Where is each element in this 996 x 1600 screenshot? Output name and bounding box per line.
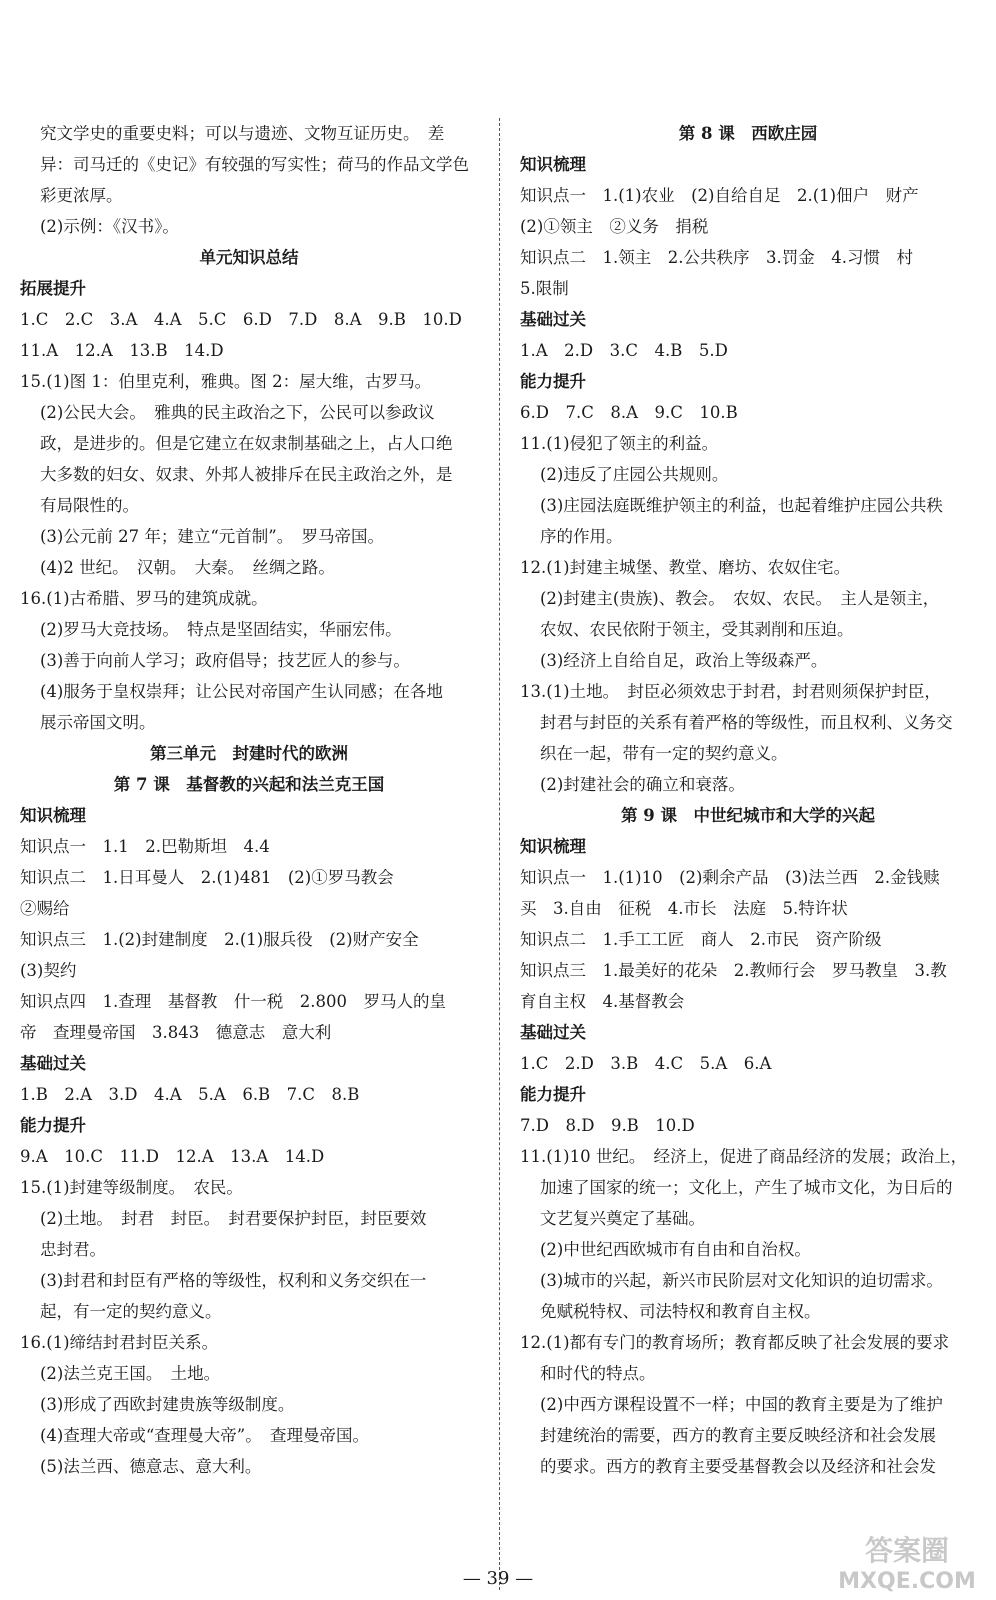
answer-line: (3)善于向前人学习；政府倡导；技艺匠人的参与。 [40,651,410,670]
answer-line: (4)查理大帝或“查理曼大帝”。 查理曼帝国。 [40,1426,369,1445]
answer-line: (3)城市的兴起，新兴市民阶层对文化知识的迫切需求。 [540,1271,943,1290]
answer-line: 1.C 2.D 3.B 4.C 5.A 6.A [520,1054,772,1073]
answer-line: 封建统治的需要，西方的教育主要反映经济和社会发展 [540,1426,936,1445]
answer-line: 知识点一 1.(1)农业 (2)自给自足 2.(1)佃户 财产 [520,186,919,205]
answer-line: (2)违反了庄园公共规则。 [540,465,729,484]
column-divider [499,118,500,1590]
section-heading: 知识梳理 [520,155,586,174]
answer-line: (3)形成了西欧封建贵族等级制度。 [40,1395,295,1414]
answer-line: 9.A 10.C 11.D 12.A 13.A 14.D [20,1147,325,1166]
answer-line: 异：司马迁的《史记》有较强的写实性；荷马的作品文学色 [40,155,469,174]
answer-line: (2)封建主(贵族)、教会。 农奴、农民。 主人是领主， [540,589,940,608]
answer-line: (2)中西方课程设置不一样；中国的教育主要是为了维护 [540,1395,943,1414]
left-column [20,118,478,1482]
section-heading: 知识梳理 [20,806,86,825]
answer-line: 15.(1)封建等级制度。 农民。 [20,1178,243,1197]
answer-line: 知识点一 1.(1)10 (2)剩余产品 (3)法兰西 2.金钱赎 [520,868,940,887]
answer-line: (4)服务于皇权崇拜；让公民对帝国产生认同感；在各地 [40,682,443,701]
answer-line: 7.D 8.D 9.B 10.D [520,1116,695,1135]
answer-line: 11.(1)侵犯了领主的利益。 [520,434,719,453]
answer-line: (3)公元前 27 年；建立“元首制”。 罗马帝国。 [40,527,384,546]
answer-line: 11.A 12.A 13.B 14.D [20,341,224,360]
section-heading: 基础过关 [520,310,586,329]
answer-line: 起，有一定的契约意义。 [40,1302,222,1321]
answer-line: 织在一起，带有一定的契约意义。 [540,744,788,763]
answer-line: 有局限性的。 [40,496,139,515]
answer-line: 知识点四 1.查理 基督教 什一税 2.800 罗马人的皇 [20,992,446,1011]
watermark-logo [832,1530,982,1596]
answer-line: (5)法兰西、德意志、意大利。 [40,1457,262,1476]
watermark-url: MXQE.COM [838,1569,976,1594]
watermark-title: 答案圈 [864,1534,950,1567]
answer-line: 封君与封臣的关系有着严格的等级性，而且权利、义务交 [540,713,953,732]
answer-line: 忠封君。 [40,1240,106,1259]
answer-line: 知识点三 1.最美好的花朵 2.教师行会 罗马教皇 3.教 [520,961,947,980]
answer-line: 展示帝国文明。 [40,713,156,732]
section-heading: 能力提升 [520,1085,586,1104]
answer-line: 农奴、农民依附于领主，受其剥削和压迫。 [540,620,854,639]
answer-line: 16.(1)古希腊、罗马的建筑成就。 [20,589,268,608]
answer-line: (2)示例：《汉书》。 [40,217,179,236]
answer-line: (2)土地。 封君 封臣。 封君要保护封臣，封臣要效 [40,1209,427,1228]
answer-line: (3)契约 [20,961,77,980]
answer-line: 12.(1)封建主城堡、教堂、磨坊、农奴住宅。 [520,558,851,577]
answer-line: 加速了国家的统一；文化上，产生了城市文化，为日后的 [540,1178,953,1197]
answer-line: 6.D 7.C 8.A 9.C 10.B [520,403,738,422]
answer-line: (3)经济上自给自足，政治上等级森严。 [540,651,828,670]
answer-line: 1.A 2.D 3.C 4.B 5.D [520,341,728,360]
section-heading: 拓展提升 [20,279,86,298]
answer-line: 大多数的妇女、奴隶、外邦人被排斥在民主政治之外，是 [40,465,453,484]
answer-line: 买 3.自由 征税 4.市长 法庭 5.特许状 [520,899,848,918]
answer-line: (2)公民大会。 雅典的民主政治之下，公民可以参政议 [40,403,435,422]
section-title: 单元知识总结 [199,248,299,267]
answer-line: 序的作用。 [540,527,623,546]
answer-line: (2)封建社会的确立和衰落。 [540,775,745,794]
section-heading: 能力提升 [520,372,586,391]
section-title: 第 8 课 西欧庄园 [678,124,818,143]
section-heading: 知识梳理 [520,837,586,856]
section-heading: 能力提升 [20,1116,86,1135]
section-heading: 基础过关 [20,1054,86,1073]
answer-line: 免赋税特权、司法特权和教育自主权。 [540,1302,821,1321]
answer-line: (2)罗马大竞技场。 特点是坚固结实，华丽宏伟。 [40,620,402,639]
answer-line: 13.(1)土地。 封臣必须效忠于封君，封君则须保护封臣， [520,682,941,701]
answer-line: 知识点一 1.1 2.巴勒斯坦 4.4 [20,837,270,856]
answer-line: 知识点三 1.(2)封建制度 2.(1)服兵役 (2)财产安全 [20,930,419,949]
answer-line: (2)①领主 ②义务 捐税 [520,217,709,236]
answer-line: 文艺复兴奠定了基础。 [540,1209,705,1228]
answer-line: 12.(1)都有专门的教育场所；教育都反映了社会发展的要求 [520,1333,950,1352]
answer-line: ②赐给 [20,899,70,918]
answer-line: 知识点二 1.领主 2.公共秩序 3.罚金 4.习惯 村 [520,248,913,267]
answer-line: 1.B 2.A 3.D 4.A 5.A 6.B 7.C 8.B [20,1085,360,1104]
answer-line: 和时代的特点。 [540,1364,656,1383]
answer-line: (3)封君和封臣有严格的等级性，权利和义务交织在一 [40,1271,427,1290]
answer-line: 政，是进步的。但是它建立在奴隶制基础之上，占人口绝 [40,434,453,453]
answer-line: 帝 查理曼帝国 3.843 德意志 意大利 [20,1023,332,1042]
right-column [520,118,976,1482]
page-number: — 39 — [462,1568,534,1589]
answer-line: 16.(1)缔结封君封臣关系。 [20,1333,219,1352]
section-title: 第 7 课 基督教的兴起和法兰克王国 [113,775,385,794]
answer-line: 知识点二 1.手工工匠 商人 2.市民 资产阶级 [520,930,882,949]
answer-line: 知识点二 1.日耳曼人 2.(1)481 (2)①罗马教会 [20,868,394,887]
answer-line: (3)庄园法庭既维护领主的利益，也起着维护庄园公共秩 [540,496,943,515]
answer-line: 育自主权 4.基督教会 [520,992,685,1011]
answer-line: 彩更浓厚。 [40,186,123,205]
answer-line: 究文学史的重要史料；可以与遗迹、文物互证历史。 差 [40,124,445,143]
section-title: 第 9 课 中世纪城市和大学的兴起 [621,806,875,825]
section-heading: 基础过关 [520,1023,586,1042]
answer-line: 5.限制 [520,279,569,298]
answer-line: 1.C 2.C 3.A 4.A 5.C 6.D 7.D 8.A 9.B 10.D [20,310,462,329]
answer-line: 的要求。西方的教育主要受基督教会以及经济和社会发 [540,1457,936,1476]
answer-line: 11.(1)10 世纪。 经济上，促进了商品经济的发展；政治上， [520,1147,968,1166]
answer-line: (2)法兰克王国。 土地。 [40,1364,221,1383]
answer-line: 15.(1)图 1：伯里克利，雅典。图 2：屋大维，古罗马。 [20,372,432,391]
answer-line: (4)2 世纪。 汉朝。 大秦。 丝绸之路。 [40,558,335,577]
answer-line: (2)中世纪西欧城市有自由和自治权。 [540,1240,811,1259]
section-title: 第三单元 封建时代的欧洲 [150,744,348,763]
